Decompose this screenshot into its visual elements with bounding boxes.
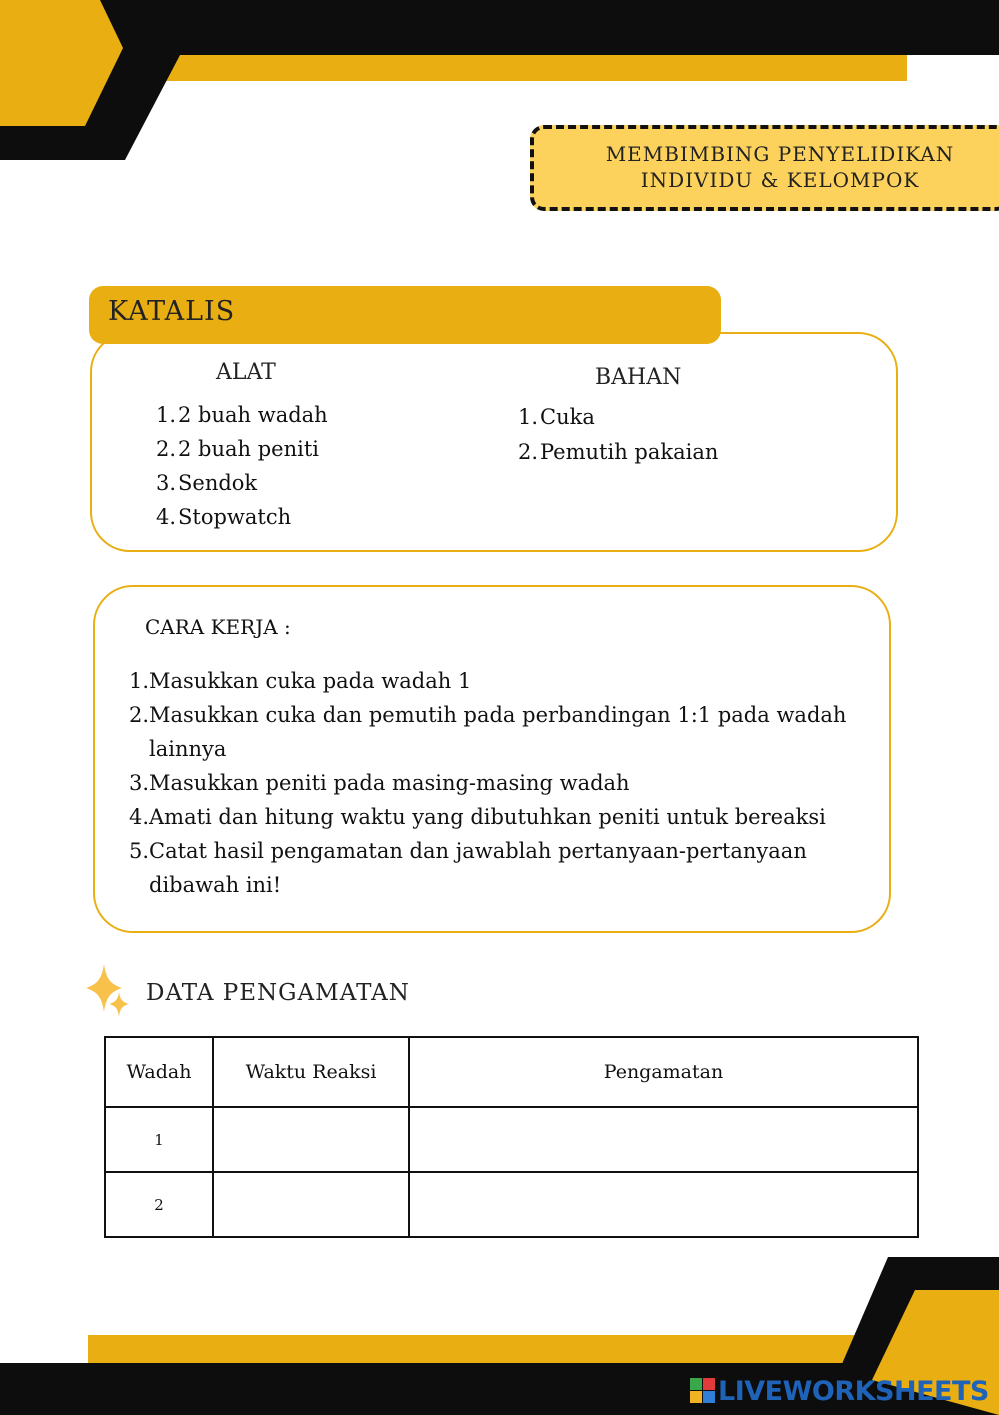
cell-wadah: 1 xyxy=(105,1107,213,1172)
top-yellow-stripe xyxy=(100,55,907,81)
brand-text: LIVEWORKSHEETS xyxy=(718,1375,989,1407)
bahan-heading: BAHAN xyxy=(595,365,682,390)
list-item: 2. 2 buah peniti xyxy=(155,437,319,461)
alat-heading: ALAT xyxy=(216,360,276,385)
list-item: 4. Stopwatch xyxy=(155,505,292,529)
list-item: 1. Cuka xyxy=(517,405,595,429)
table-row xyxy=(105,1172,918,1237)
observation-title: DATA PENGAMATAN xyxy=(146,980,410,1006)
cell-wadah: 2 xyxy=(105,1172,213,1237)
list-item: 3. Masukkan peniti pada masing-masing wadah xyxy=(128,771,630,795)
col-header-wadah: Wadah xyxy=(105,1037,213,1107)
observation-table xyxy=(104,1036,919,1238)
table-header-row xyxy=(105,1037,918,1107)
cell-waktu-input[interactable] xyxy=(213,1172,409,1237)
col-header-pengamatan: Pengamatan xyxy=(409,1037,918,1107)
col-header-waktu: Waktu Reaksi xyxy=(213,1037,409,1107)
cell-pengamatan-input[interactable] xyxy=(409,1172,918,1237)
cell-waktu-input[interactable] xyxy=(213,1107,409,1172)
alat-list xyxy=(154,398,328,534)
list-item: 2. Pemutih pakaian xyxy=(517,440,719,464)
liveworksheets-logo-icon xyxy=(690,1378,716,1404)
list-item: 3. Sendok xyxy=(155,471,258,495)
procedure-steps xyxy=(125,664,885,902)
brand-logo[interactable] xyxy=(690,1375,989,1407)
header-badge-text xyxy=(560,141,999,193)
procedure-title: CARA KERJA : xyxy=(145,615,291,639)
list-item: 1. Masukkan cuka pada wadah 1 xyxy=(128,669,472,693)
list-item: 5. Catat hasil pengamatan dan jawablah pertanyaan-pertanyaan dibawah ini! xyxy=(128,839,807,897)
table-row xyxy=(105,1107,918,1172)
list-item: 1. 2 buah wadah xyxy=(155,403,328,427)
list-item: 4. Amati dan hitung waktu yang dibutuhkan peniti untuk bereaksi xyxy=(128,805,826,829)
list-item: 2. Masukkan cuka dan pemutih pada perbandingan 1:1 pada wadah lainnya xyxy=(128,703,847,761)
header-badge-line2: INDIVIDU & KELOMPOK xyxy=(640,168,920,192)
section-title: KATALIS xyxy=(108,296,236,327)
bahan-list xyxy=(516,400,718,470)
header-badge-line1: MEMBIMBING PENYELIDIKAN xyxy=(605,142,955,166)
cell-pengamatan-input[interactable] xyxy=(409,1107,918,1172)
sparkle-icon xyxy=(86,962,132,1022)
